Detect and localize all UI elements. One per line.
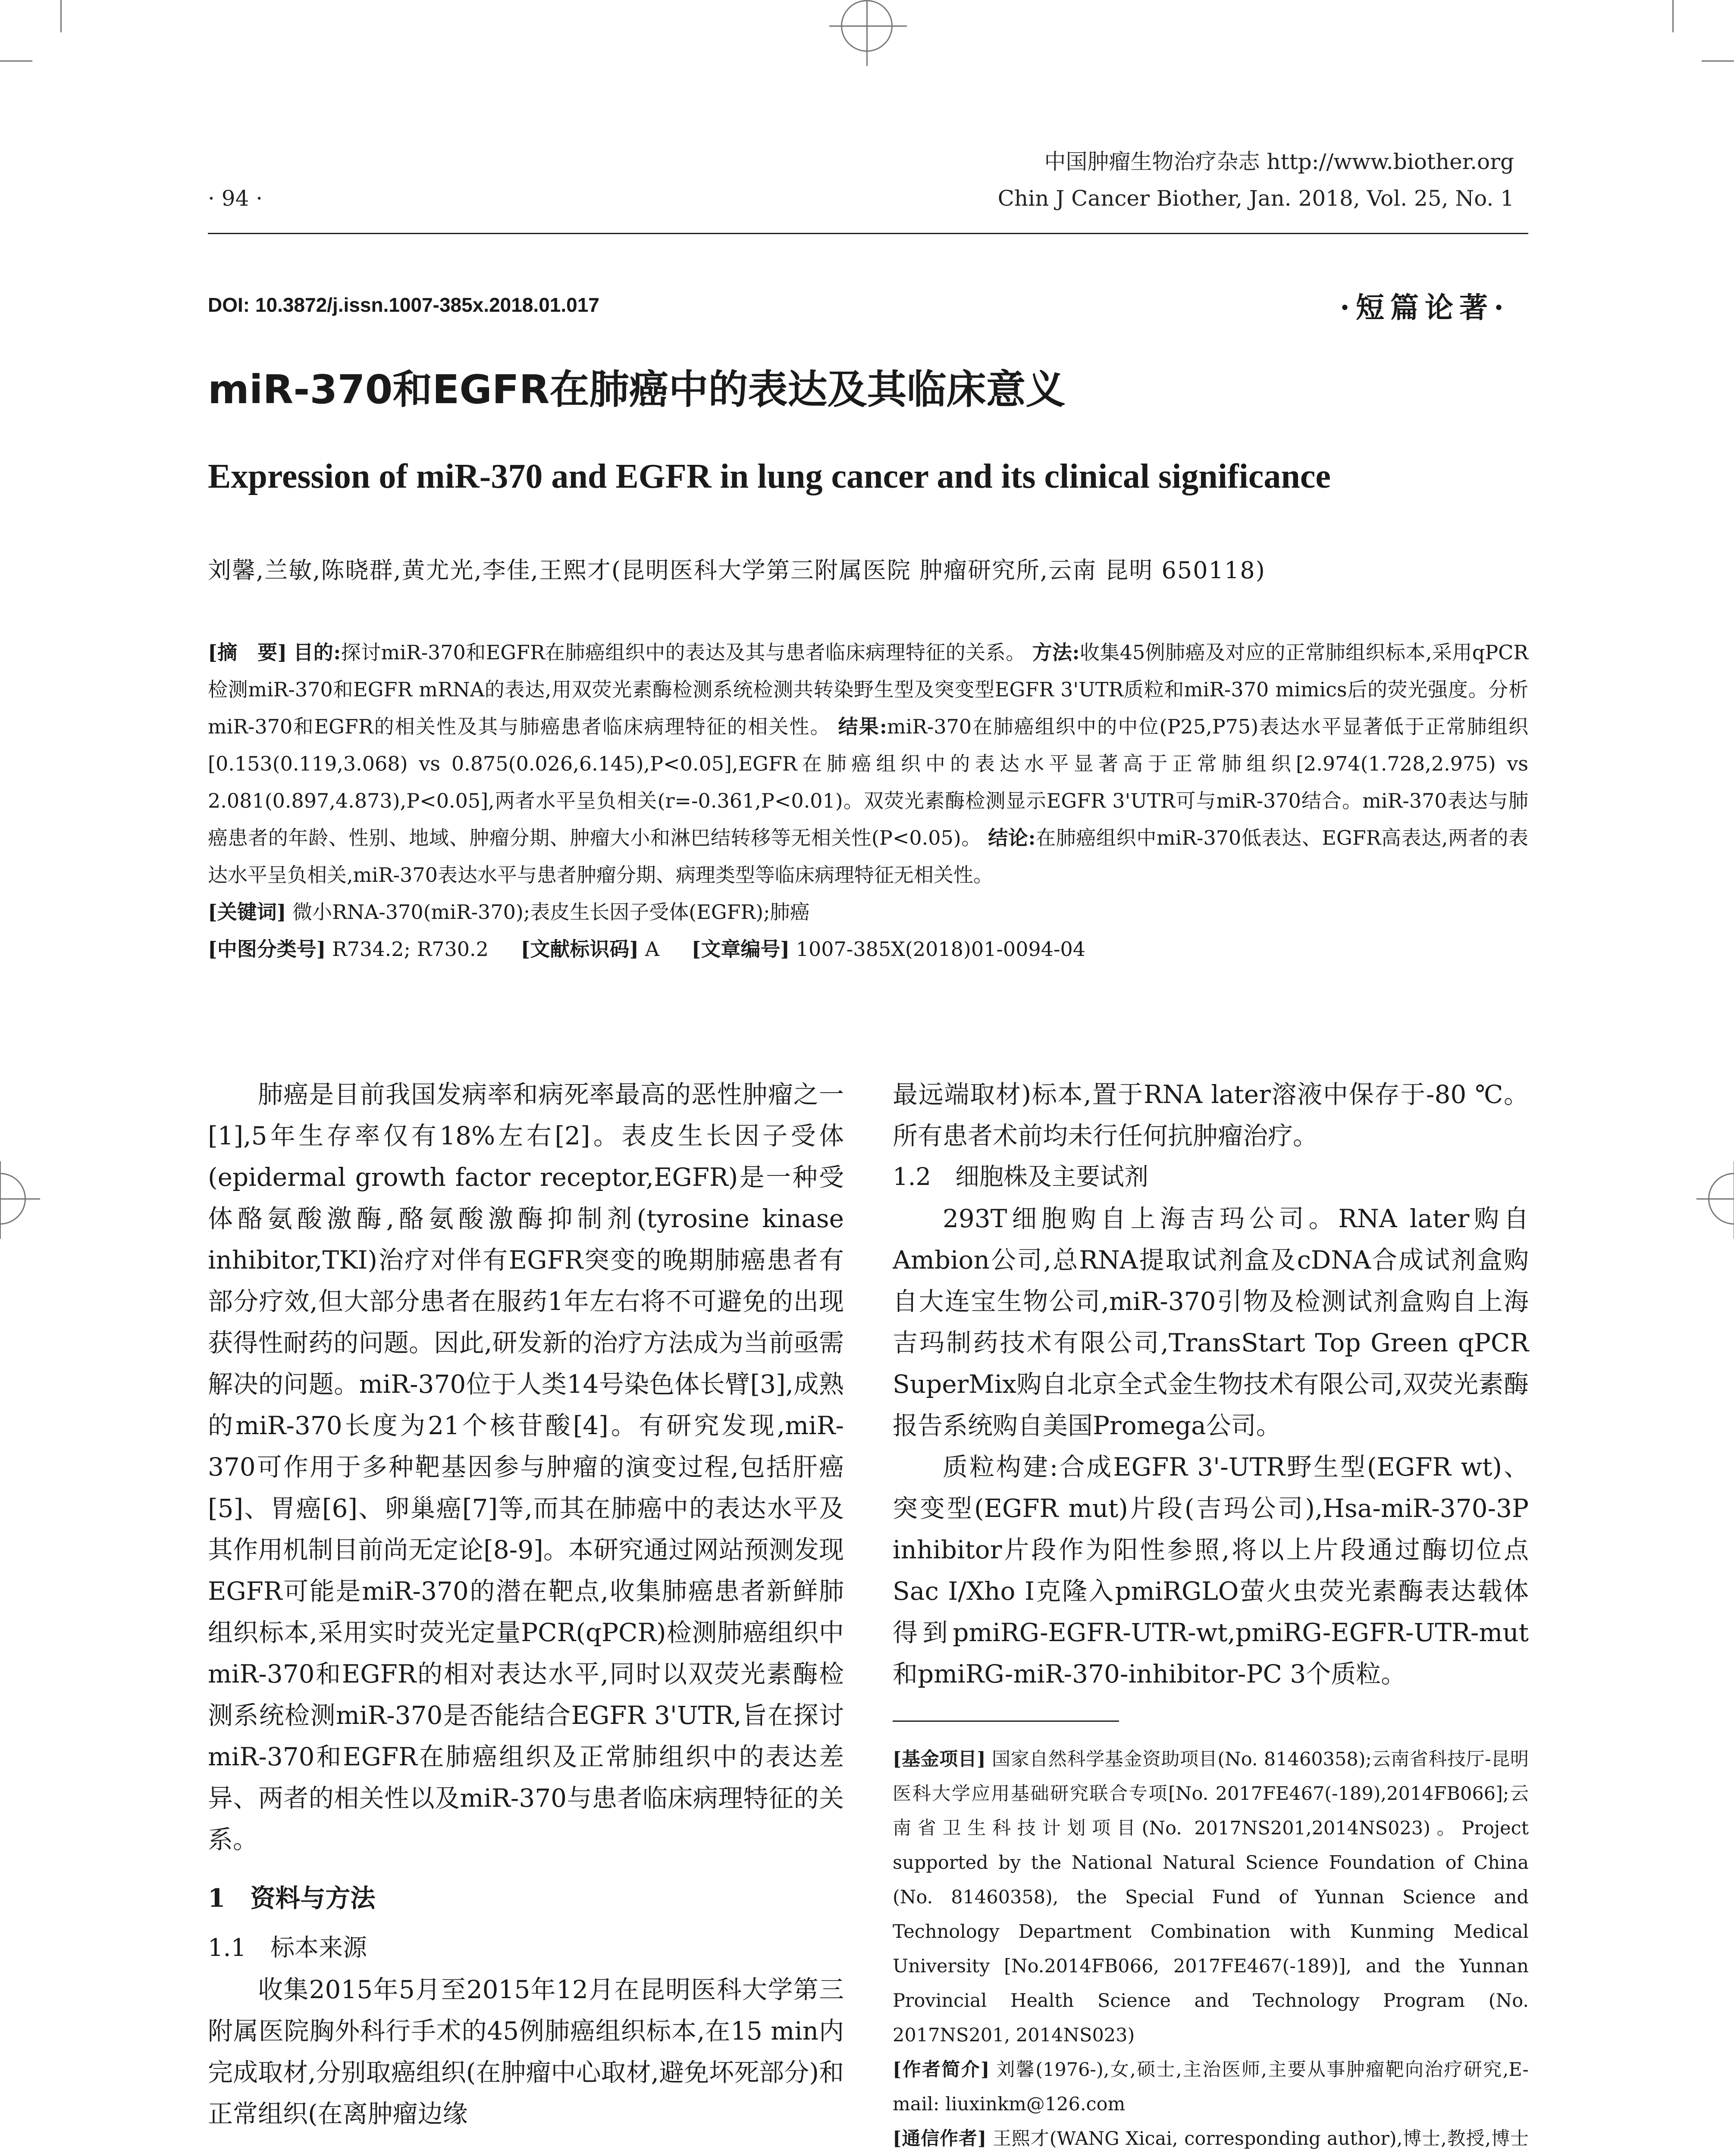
results-text: miR-370在肺癌组织中的中位(P25,P75)表达水平显著低于正常肺组织[0.153(0.119,3.068) vs 0.875(0.026,6.145),P<0.05],EGFR在肺癌组织中的表达水平显著高于正常肺组织[2.974(1.728,2.975) vs 2.081(0.897,4.873),P<0.05],两者水平呈负相关(r=-0.361,P<0.01)。双荧光素酶检测显示EGFR 3'UTR可与miR-370结合。miR-370表达与肺癌患者的年龄、性别、地域、肿瘤分期、肿瘤大小和淋巴结转移等无相关性(P<0.05)。 <box>208 715 1529 849</box>
registration-mark <box>841 0 893 52</box>
authors: 刘馨,兰敏,陈晓群,黄尤光,李佳,王熙才(昆明医科大学第三附属医院 肿瘤研究所,云南 昆明 650118) <box>208 557 1266 584</box>
keywords-text: 微小RNA-370(miR-370);表皮生长因子受体(EGFR);肺癌 <box>292 900 810 924</box>
author-bio-text: 刘馨(1976-),女,硕士,主治医师,主要从事肿瘤靶向治疗研究,E-mail: liuxinkm@126.com <box>893 2059 1529 2115</box>
left-column <box>208 1074 844 2134</box>
results-label: 结果: <box>838 715 887 738</box>
abstract-label: [摘 要] <box>208 641 287 664</box>
section-heading: 1 资料与方法 <box>208 1883 376 1913</box>
subsection-heading: 1.1 标本来源 <box>208 1934 367 1962</box>
crop-mark <box>0 60 32 62</box>
corresponding-text: 王熙才(WANG Xicai, corresponding author),博士,教授,博士 <box>992 2128 1529 2150</box>
clc-label: [中图分类号] <box>208 937 326 961</box>
sample-paragraph: 收集2015年5月至2015年12月在昆明医科大学第三附属医院胸外科行手术的45例肺癌组织标本,在15 min内完成取材,分别取癌组织(在肿瘤中心取材,避免坏死部分)和正常组织(在离肿瘤边缘 <box>208 1975 844 2128</box>
footnotes <box>893 1742 1529 2156</box>
fund-text: 国家自然科学基金资助项目(No. 81460358);云南省科技厅-昆明医科大学应用基础研究联合专项[No. 2017FE467(-189),2014FB066];云南省卫生科技计划项目(No. 2017NS201,2014NS023)。Project supported by the National Natural Science Foundation of China (No. 81460358), the Special Fund of Yunnan Science and Technology Department Combination with Kunming Medical University [No.2014FB066, 2017FE467(-189)], and the Yunnan Provincial Health Science and Technology Program (No. 2017NS201, 2014NS023) <box>893 1749 1529 2046</box>
objective-text: 探讨miR-370和EGFR在肺癌组织中的表达及其与患者临床病理特征的关系。 <box>341 641 1026 664</box>
objective-label: 目的: <box>293 641 341 664</box>
doc-code-label: [文献标识码] <box>521 937 639 961</box>
doi: DOI: 10.3872/j.issn.1007-385x.2018.01.017 <box>208 294 599 316</box>
methods-label: 方法: <box>1032 641 1080 664</box>
conclusion-label: 结论: <box>988 826 1036 849</box>
header-rule <box>208 233 1528 234</box>
right-column <box>893 1074 1529 1695</box>
title-cn: miR-370和EGFR在肺癌中的表达及其临床意义 <box>208 367 1066 413</box>
methods-text: 收集45例肺癌及对应的正常肺组织标本,采用qPCR检测miR-370和EGFR mRNA的表达,用双荧光素酶检测系统检测共转染野生型及突变型EGFR 3'UTR质粒和miR-370 mimics后的荧光强度。分析miR-370和EGFR的相关性及其与肺癌患者临床病理特征的相关性。 <box>208 641 1529 738</box>
abstract <box>208 634 1528 968</box>
doc-code-value: A <box>645 937 659 961</box>
title-en: Expression of miR-370 and EGFR in lung cancer and its clinical significance <box>208 458 1331 495</box>
corresponding-label: [通信作者] <box>893 2128 987 2150</box>
registration-mark <box>1708 1173 1734 1225</box>
subsection-heading: 1.2 细胞株及主要试剂 <box>893 1163 1149 1191</box>
article-no-value: 1007-385X(2018)01-0094-04 <box>796 937 1086 961</box>
crop-mark <box>60 0 62 32</box>
crop-mark <box>1672 0 1674 32</box>
reagent-paragraph: 293T细胞购自上海吉玛公司。RNA later购自Ambion公司,总RNA提取试剂盒及cDNA合成试剂盒购自大连宝生物公司,miR-370引物及检测试剂盒购自上海吉玛制药技术有限公司,TransStart Top Green qPCR SuperMix购自北京全式金生物技术有限公司,双荧光素酶报告系统购自美国Promega公司。 <box>893 1204 1529 1440</box>
article-type: ·短篇论著· <box>1340 291 1510 324</box>
plasmid-paragraph: 质粒构建:合成EGFR 3'-UTR野生型(EGFR wt)、突变型(EGFR mut)片段(吉玛公司),Hsa-miR-370-3P inhibitor片段作为阳性参照,将以上片段通过酶切位点Sac I/Xho I克隆入pmiRGLO萤火虫荧光素酶表达载体得到pmiRG-EGFR-UTR-wt,pmiRG-EGFR-UTR-mut和pmiRG-miR-370-inhibitor-PC 3个质粒。 <box>893 1452 1529 1689</box>
clc-value: R734.2; R730.2 <box>332 937 489 961</box>
conclusion-text: 在肺癌组织中miR-370低表达、EGFR高表达,两者的表达水平呈负相关,miR-370表达水平与患者肿瘤分期、病理类型等临床病理特征无相关性。 <box>208 826 1529 887</box>
footnote-rule <box>893 1720 1119 1722</box>
running-header-cn: 中国肿瘤生物治疗杂志 http://www.biother.org <box>1044 149 1514 174</box>
sample-paragraph-cont: 最远端取材)标本,置于RNA later溶液中保存于-80 ℃。所有患者术前均未行任何抗肿瘤治疗。 <box>893 1080 1529 1150</box>
article-no-label: [文章编号] <box>691 937 790 961</box>
crop-mark <box>1702 60 1734 62</box>
author-bio-label: [作者简介] <box>893 2059 990 2081</box>
registration-mark <box>0 1173 26 1225</box>
page-number: · 94 · <box>208 186 263 211</box>
fund-label: [基金项目] <box>893 1749 986 1770</box>
keywords-label: [关键词] <box>208 900 286 924</box>
running-header-en: Chin J Cancer Biother, Jan. 2018, Vol. 25, No. 1 <box>997 186 1514 211</box>
intro-paragraph: 肺癌是目前我国发病率和病死率最高的恶性肿瘤之一[1],5年生存率仅有18%左右[2]。表皮生长因子受体(epidermal growth factor receptor,EGFR)是一种受体酪氨酸激酶,酪氨酸激酶抑制剂(tyrosine kinase inhibitor,TKI)治疗对伴有EGFR突变的晚期肺癌患者有部分疗效,但大部分患者在服药1年左右将不可避免的出现获得性耐药的问题。因此,研发新的治疗方法成为当前亟需解决的问题。miR-370位于人类14号染色体长臂[3],成熟的miR-370长度为21个核苷酸[4]。有研究发现,miR-370可作用于多种靶基因参与肿瘤的演变过程,包括肝癌[5]、胃癌[6]、卵巢癌[7]等,而其在肺癌中的表达水平及其作用机制目前尚无定论[8-9]。本研究通过网站预测发现EGFR可能是miR-370的潜在靶点,收集肺癌患者新鲜肺组织标本,采用实时荧光定量PCR(qPCR)检测肺癌组织中miR-370和EGFR的相对表达水平,同时以双荧光素酶检测系统检测miR-370是否能结合EGFR 3'UTR,旨在探讨miR-370和EGFR在肺癌组织及正常肺组织中的表达差异、两者的相关性以及miR-370与患者临床病理特征的关系。 <box>208 1080 844 1854</box>
